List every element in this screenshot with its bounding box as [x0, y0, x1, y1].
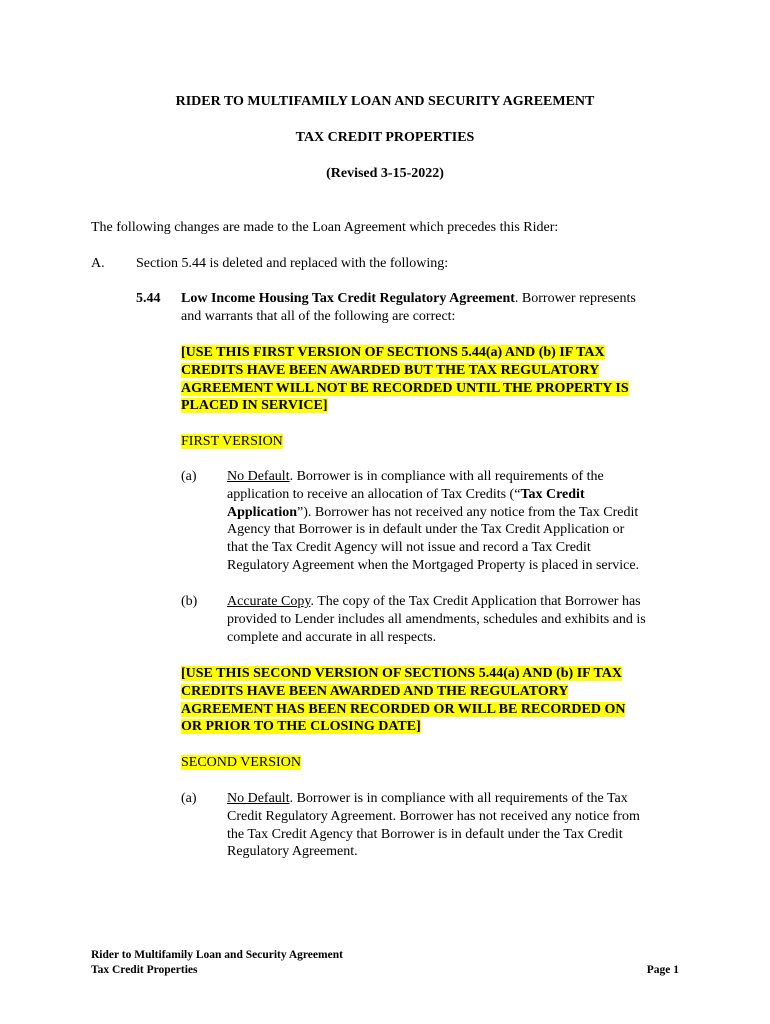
second-version-label: SECOND VERSION: [181, 755, 301, 770]
first-b-marker: (b): [181, 594, 198, 609]
first-a-title: No Default: [227, 469, 290, 484]
instruction-line: [USE THIS FIRST VERSION OF SECTIONS 5.44(a) AND (b) IF TAX: [181, 345, 605, 360]
second-a-marker: (a): [181, 791, 197, 806]
instruction-line: PLACED IN SERVICE]: [181, 398, 328, 414]
section-heading: Low Income Housing Tax Credit Regulatory Agreement: [181, 291, 515, 306]
section-text-line2: and warrants that all of the following are correct:: [181, 309, 456, 324]
second-a-paragraph: No Default. Borrower is in compliance with all requirements of the Tax Credit Regulatory Agreement. Borrower has not received any notice from the Tax Credit Agency that Borrower is in default under the Tax Credit Regulatory Agreement.: [227, 791, 640, 860]
section-text-line1: . Borrower represents: [514, 291, 636, 306]
page-number: Page 1: [646, 964, 679, 976]
document-subtitle: TAX CREDIT PROPERTIES: [295, 130, 475, 145]
instruction-line: [USE THIS SECOND VERSION OF SECTIONS 5.44(a) AND (b) IF TAX: [181, 666, 622, 681]
intro-paragraph: The following changes are made to the Loan Agreement which precedes this Rider:: [91, 220, 559, 235]
instruction-line: CREDITS HAVE BEEN AWARDED BUT THE TAX REGULATORY: [181, 362, 600, 378]
first-a-paragraph: No Default. Borrower is in compliance with all requirements of the application to receive an allocation of Tax Credits (“Tax Credit Application”). Borrower has not received any notice from the Tax Credit Agency that Borrower is in default under the Tax Credit Application or that the Tax Credit Agency will not issue and record a Tax Credit Regulatory Agreement when the Mortgaged Property is placed in service.: [227, 469, 640, 573]
section-paragraph: [181, 290, 636, 308]
first-b-paragraph: Accurate Copy. The copy of the Tax Credit Application that Borrower has provided to Lender includes all amendments, schedules and exhibits and is complete and accurate in all respects.: [227, 594, 646, 645]
item-a-marker: A.: [91, 256, 105, 271]
section-number: 5.44: [136, 291, 161, 306]
instruction-line: OR PRIOR TO THE CLOSING DATE]: [181, 719, 421, 735]
first-version-instruction: [181, 344, 629, 415]
instruction-line: AGREEMENT HAS BEEN RECORDED OR WILL BE RECORDED ON: [181, 701, 626, 717]
revision-date: (Revised 3-15-2022): [326, 166, 444, 181]
second-version-instruction: [181, 665, 625, 736]
first-version-label: FIRST VERSION: [181, 434, 283, 449]
instruction-line: AGREEMENT WILL NOT BE RECORDED UNTIL THE PROPERTY IS: [181, 380, 629, 396]
first-a-marker: (a): [181, 469, 197, 484]
document-title: RIDER TO MULTIFAMILY LOAN AND SECURITY AGREEMENT: [175, 94, 595, 109]
first-b-title: Accurate Copy: [227, 594, 311, 609]
item-a-text: Section 5.44 is deleted and replaced with the following:: [136, 256, 449, 271]
instruction-line: CREDITS HAVE BEEN AWARDED AND THE REGULATORY: [181, 683, 569, 699]
footer-title: Rider to Multifamily Loan and Security Agreement Tax Credit Properties: [91, 949, 343, 976]
second-a-title: No Default: [227, 791, 290, 806]
